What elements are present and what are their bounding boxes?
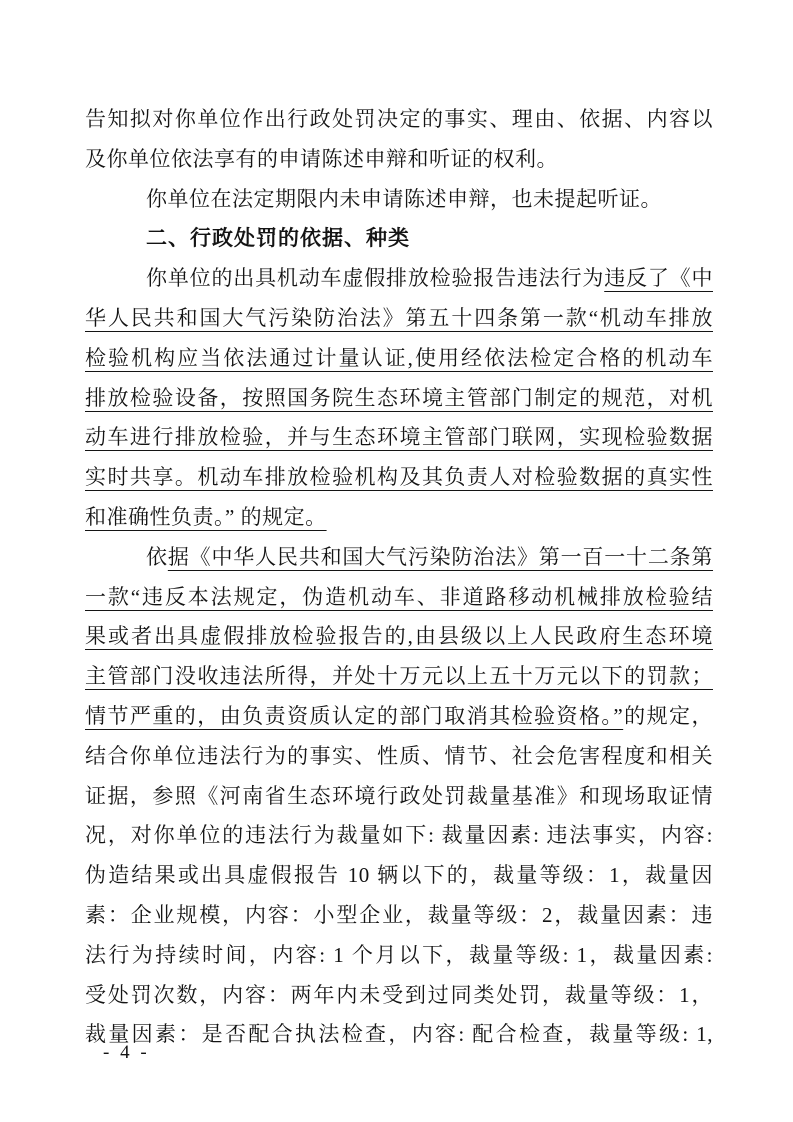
text-line [85, 100, 713, 140]
text-line [85, 259, 713, 299]
text-line [85, 458, 713, 498]
text-line [85, 180, 713, 220]
plain-text: 素：企业规模，内容：小型企业，裁量等级：2，裁量因素：违 [85, 902, 713, 927]
text-line [85, 538, 713, 578]
underlined-text: 主管部门没收违法所得，并处十万元以上五十万元以下的罚款； [85, 664, 713, 689]
plain-text: 告知拟对你单位作出行政处罚决定的事实、理由、依据、内容以 [85, 107, 713, 131]
text-line [85, 936, 713, 976]
underlined-text: 果或者出具虚假排放检验报告的,由县级以上人民政府生态环境 [85, 624, 713, 649]
underlined-text: 一款“违反本法规定，伪造机动车、非道路移动机械排放检验结 [85, 584, 713, 609]
plain-text: 你单位的出具机动车虚假排放检验报告违法行为 [146, 266, 605, 291]
text-line [85, 418, 713, 458]
text-line [85, 498, 713, 538]
underlined-text: 排放检验设备，按照国务院生态环境主管部门制定的规范，对机 [85, 385, 713, 410]
underlined-text: 华人民共和国大气污染防治法》第五十四条第一款“机动车排放 [85, 305, 713, 330]
plain-text: 况，对你单位的违法行为裁量如下: 裁量因素: 违法事实，内容: [85, 823, 713, 848]
plain-text: 的规定， [623, 703, 713, 728]
underlined-text: 违反了《中 [604, 266, 713, 291]
text-line [85, 737, 713, 777]
text-line [85, 697, 713, 737]
plain-text: 二、行政处罚的依据、种类 [146, 227, 410, 251]
underlined-text: 检验机构应当依法通过计量认证,使用经依法检定合格的机动车 [85, 345, 713, 370]
plain-text: 裁量因素：是否配合执法检查，内容: 配合检查，裁量等级: 1, [85, 1022, 713, 1047]
text-line [85, 617, 713, 657]
plain-text: 法行为持续时间，内容: 1 个月以下，裁量等级: 1，裁量因素: [85, 942, 713, 967]
underlined-text: 情节严重的，由负责资质认定的部门取消其检验资格。” [85, 703, 624, 728]
text-line [85, 657, 713, 697]
plain-text: 结合你单位违法行为的事实、性质、情节、社会危害程度和相关 [85, 743, 713, 768]
plain-text: 及你单位依法享有的申请陈述申辩和听证的权利。 [85, 146, 558, 171]
plain-text: 受处罚次数，内容：两年内未受到过同类处罚，裁量等级：1， [85, 982, 713, 1007]
text-line [85, 777, 713, 817]
plain-text: 依 [146, 544, 168, 569]
text-line [85, 299, 713, 339]
underlined-text: 和准确性负责。” 的规定。 [85, 504, 327, 529]
section-heading [85, 219, 713, 259]
text-line [85, 339, 713, 379]
text-line [85, 976, 713, 1016]
plain-text: 证据，参照《河南省生态环境行政处罚裁量基准》和现场取证情 [85, 783, 713, 808]
text-line [85, 578, 713, 618]
plain-text: 伪造结果或出具虚假报告 10 辆以下的，裁量等级：1，裁量因 [85, 863, 713, 888]
text-line [85, 896, 713, 936]
underlined-text: 据《中华人民共和国大气污染防治法》第一百一十二条第 [167, 544, 714, 569]
plain-text: 你单位在法定期限内未申请陈述申辩，也未提起听证。 [146, 186, 662, 211]
page-number: - 4 - [103, 1042, 150, 1063]
underlined-text: 动车进行排放检验，并与生态环境主管部门联网，实现检验数据 [85, 425, 713, 450]
text-line [85, 856, 713, 896]
text-line [85, 816, 713, 856]
text-line [85, 1015, 713, 1055]
text-line [85, 379, 713, 419]
underlined-text: 实时共享。机动车排放检验机构及其负责人对检验数据的真实性 [85, 465, 713, 490]
text-line [85, 140, 713, 180]
document-body [85, 100, 713, 1055]
